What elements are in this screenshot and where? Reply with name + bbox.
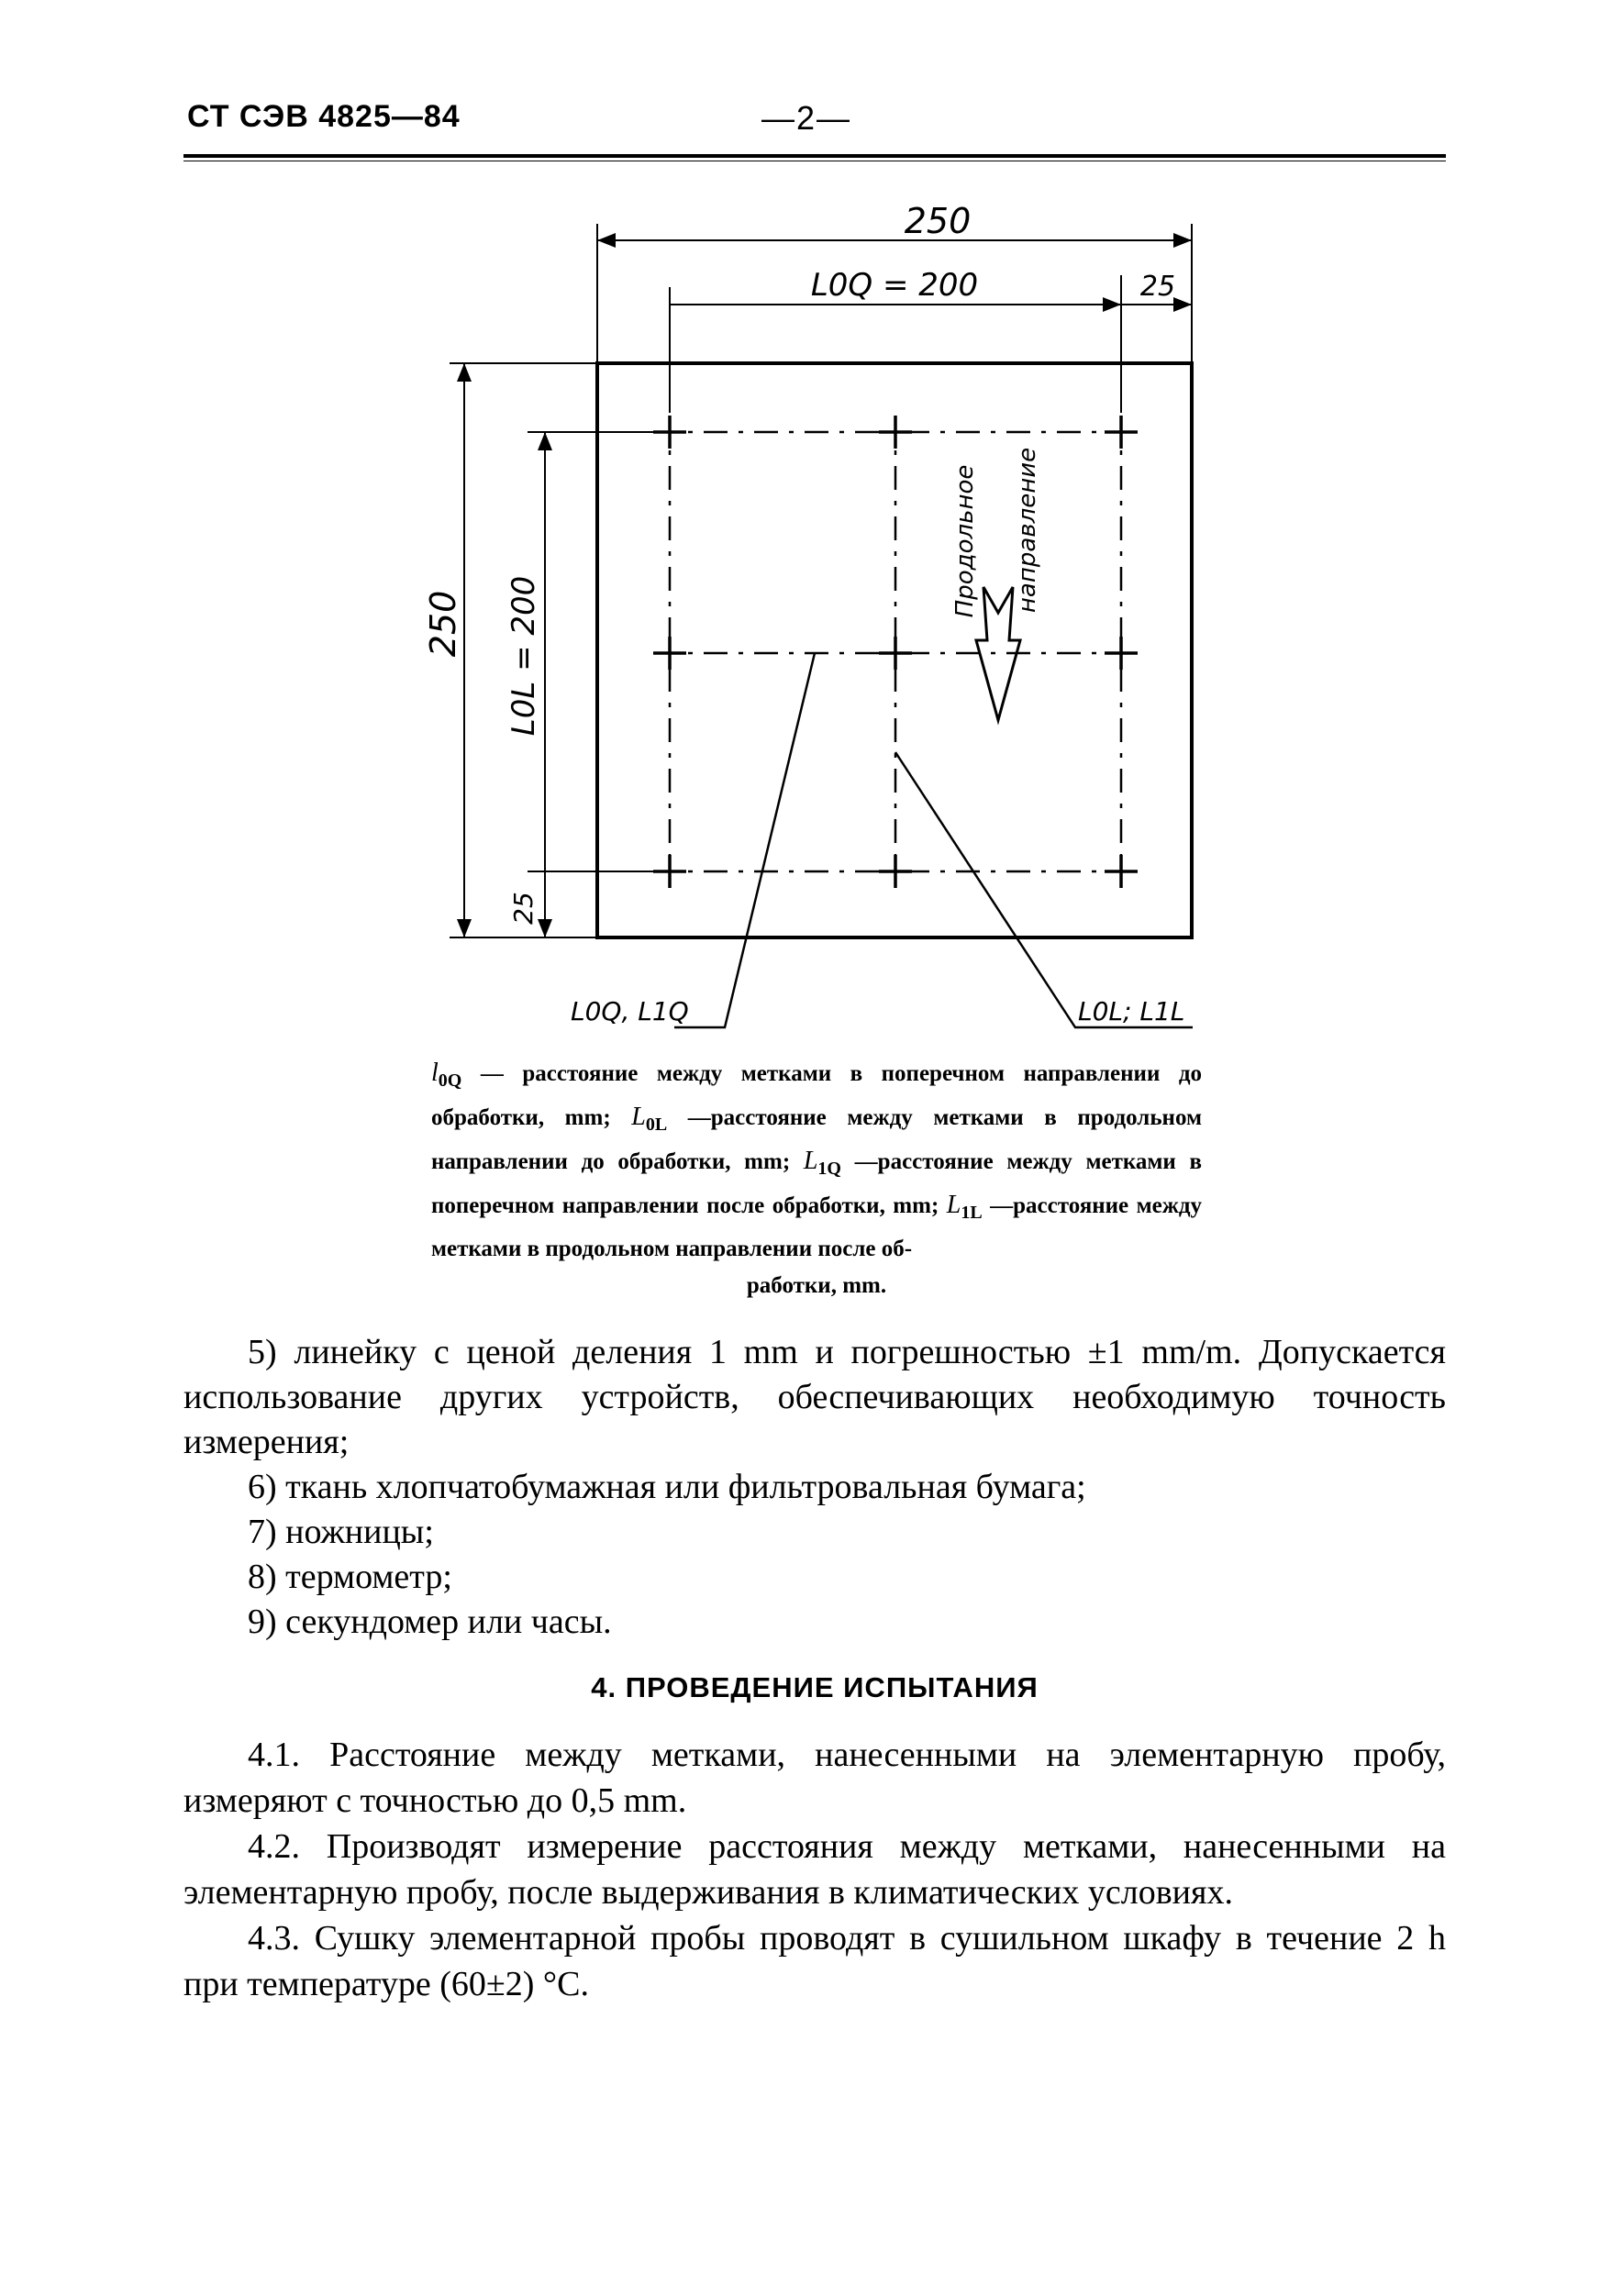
- caption-text-l1q: —расстояние между метками в поперечном направлении после обработки, mm;: [431, 1149, 1202, 1218]
- leader-line-q: [674, 653, 815, 1027]
- dim-label-left-margin: 25: [508, 892, 539, 925]
- list-item: 9) секундомер или часы.: [248, 1603, 612, 1641]
- section-title: 4. ПРОВЕДЕНИЕ ИСПЫТАНИЯ: [591, 1671, 1039, 1703]
- leader-label-q: L0Q, L1Q: [571, 996, 689, 1026]
- subscript-l1q: 1Q: [817, 1159, 841, 1179]
- list-item: 7) ножницы;: [248, 1513, 434, 1551]
- dim-label-top-total: 250: [904, 201, 972, 241]
- dim-label-top-inner: L0Q = 200: [810, 267, 979, 304]
- symbol-l0q: l: [431, 1059, 439, 1087]
- paragraph: 4.2. Производят измерение расстояния между метками, нанесенными на элементарную пробу, после выдерживания в климатических условиях.: [183, 1827, 1446, 1912]
- symbol-l1l: L: [946, 1191, 961, 1219]
- caption-text-l0l: —расстояние между метками в продольном направлении до обработки, mm;: [431, 1105, 1203, 1174]
- caption-text-last: работки, mm.: [746, 1273, 887, 1298]
- dim-label-top-margin: 25: [1139, 271, 1176, 303]
- symbol-l0l: L: [631, 1103, 646, 1131]
- list-item: 5) линейку с ценой деления 1 mm и погрешностью ±1 mm/m. Допускается использование других устройств, обеспечивающих необходимую точность измерения;: [183, 1333, 1446, 1461]
- caption-text-l0q: — расстояние между метками в поперечном направлении до обработки, mm;: [431, 1061, 1203, 1130]
- caption-text-l1l: —расстояние между метками в продольном направлении после об-: [431, 1193, 1203, 1261]
- dim-label-left-total: 250: [423, 590, 463, 658]
- equipment-list: [183, 1330, 1446, 1645]
- leader-line-l: [895, 752, 1193, 1027]
- paragraph: 4.1. Расстояние между метками, нанесенными на элементарную пробу, измеряют с точностью до 0,5 mm.: [183, 1736, 1446, 1820]
- direction-label-2: направление: [1014, 447, 1041, 614]
- test-procedure-text: [183, 1732, 1446, 2007]
- figure-caption: [431, 1055, 1202, 1304]
- list-item: 8) термометр;: [248, 1558, 452, 1596]
- paragraph: 4.3. Сушку элементарной пробы проводят в сушильном шкафу в течение 2 h при температуре (60±2) °С.: [183, 1919, 1446, 2003]
- direction-label-1: Продольное: [951, 464, 979, 618]
- symbol-l1q: L: [803, 1147, 818, 1175]
- subscript-l0q: 0Q: [438, 1070, 462, 1091]
- dim-label-left-inner: L0L = 200: [506, 575, 542, 737]
- sample-marking-diagram: [0, 0, 1600, 1055]
- list-item: 6) ткань хлопчатобумажная или фильтровальная бумага;: [248, 1468, 1086, 1506]
- subscript-l1l: 1L: [961, 1203, 983, 1223]
- standard-code: СТ СЭВ 4825—84: [187, 99, 461, 134]
- subscript-l0l: 0L: [645, 1115, 668, 1135]
- leader-label-l: L0L; L1L: [1078, 996, 1185, 1026]
- page-number: —2—: [761, 99, 852, 137]
